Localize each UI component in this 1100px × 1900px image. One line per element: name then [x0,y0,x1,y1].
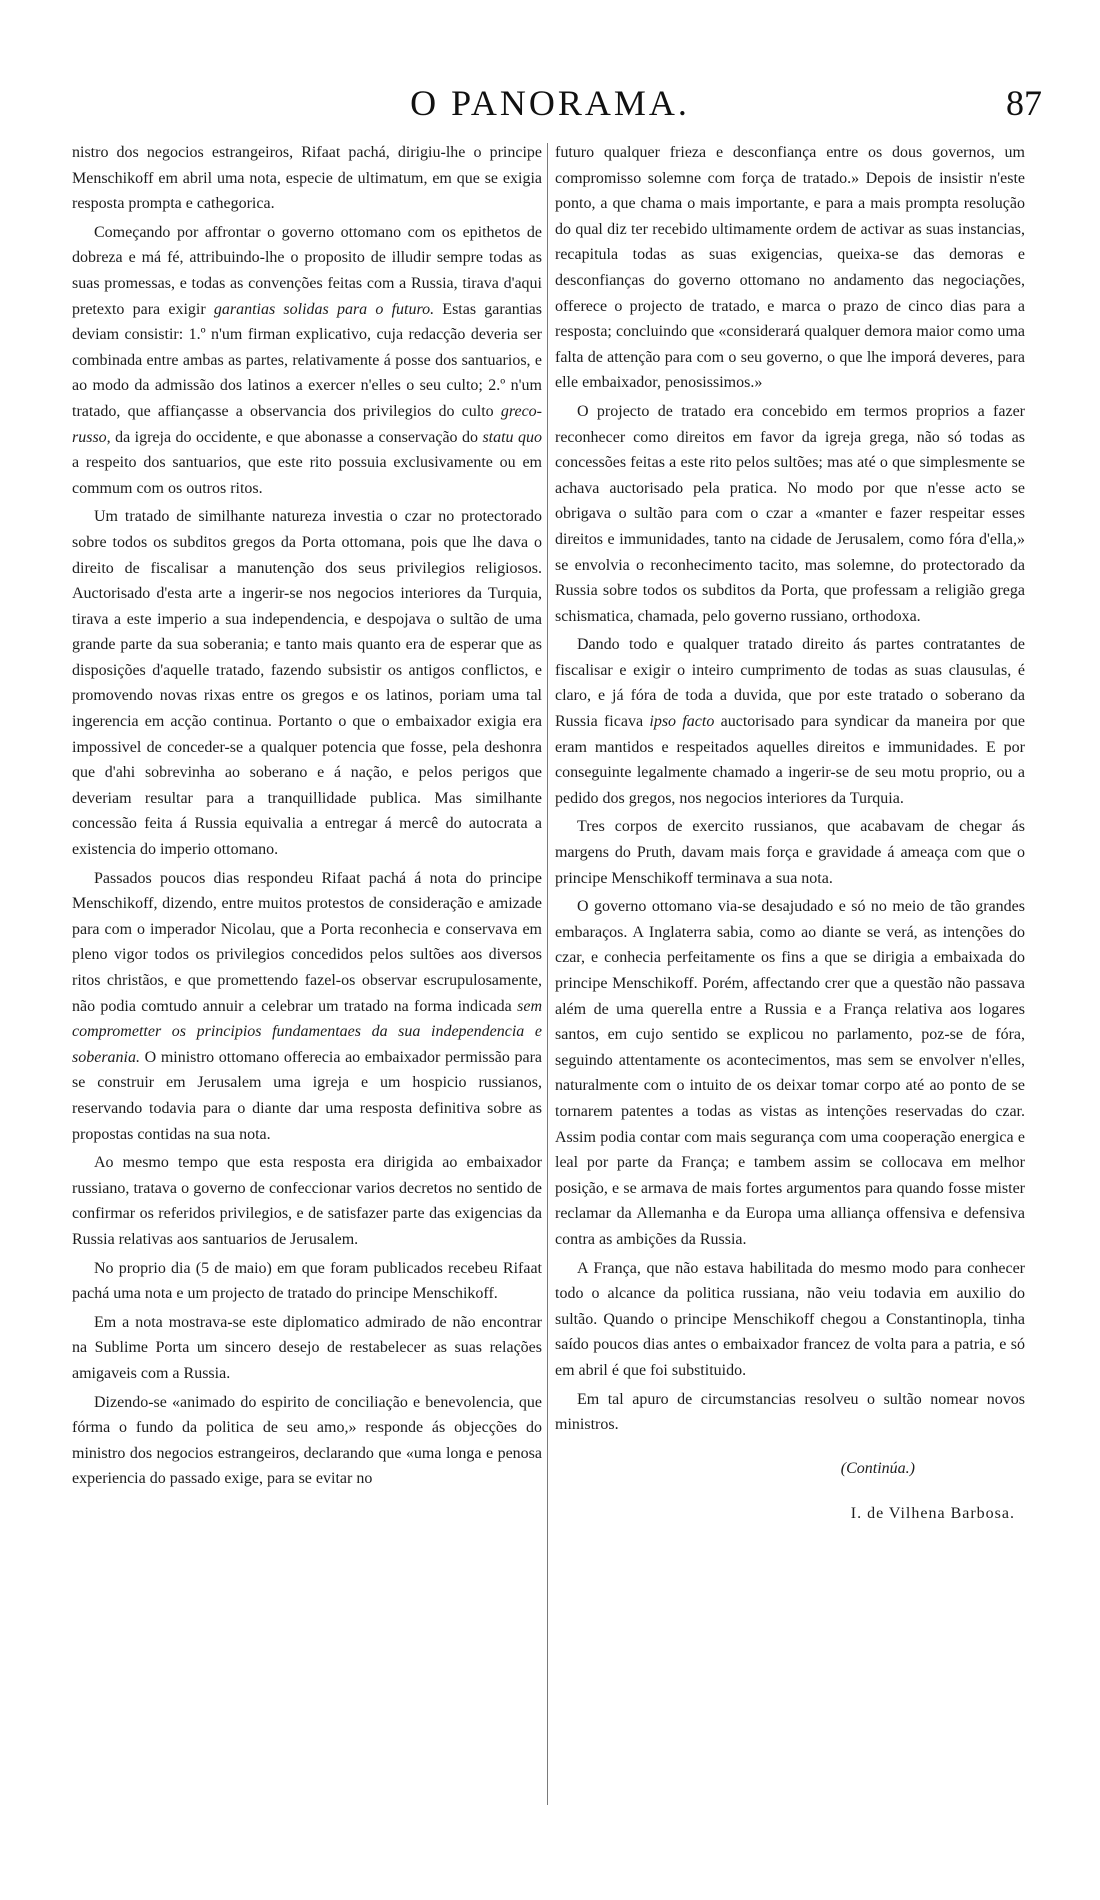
right-column [555,140,1025,1527]
paragraph: Um tratado de similhante natureza investia o czar no protectorado sobre todos os subditos gregos da Porta ottomana, pois que lhe dava o direito de fiscalisar a manutenção dos seus privilegios religiosos. Auctorisado d'esta arte a ingerir-se nos negocios interiores da Turquia, tirava a este imperio a sua independencia, e despojava o sultão de uma grande parte da sua soberania; e tanto mais quanto era de esperar que as disposições d'aquelle tratado, fazendo subsistir os antigos conflictos, e promovendo novas rixas entre os gregos e os latinos, poriam uma tal ingerencia em acção continua. Portanto o que o embaixador exigia era impossivel de conceder-se a qualquer potencia que fosse, pela deshonra que d'ahi sobrevinha ao soberano e á nação, e pelos perigos que deveriam resultar para a tranquillidade publica. Mas similhante concessão feita á Russia equivalia a entregar á mercê do autocrata a existencia do imperio ottomano. [72,508,542,859]
text-run: da igreja do occidente, e que abonasse a conservação do [115,428,478,446]
italic-phrase: greco-russo, [72,402,542,446]
continued-note: (Continúa.) [840,1459,915,1477]
paragraph: Em a nota mostrava-se este diplomatico admirado de não encontrar na Sublime Porta um sincero desejo de restabelecer as suas relações amigaveis com a Russia. [72,1313,542,1382]
paragraph: Dizendo-se «animado do espirito de conciliação e benevolencia, que fórma o fundo da politica de seu amo,» responde ás objecções do ministro dos negocios estrangeiros, declarando que «uma longa e penosa experiencia do passado exige, para se evitar no [72,1393,542,1488]
paragraph: No proprio dia (5 de maio) em que foram publicados recebeu Rifaat pachá uma nota e um projecto de tratado do principe Menschikoff. [72,1259,542,1303]
italic-phrase: ipso facto [649,713,715,731]
left-column [72,140,542,1495]
author-signature: I. de Vilhena Barbosa. [850,1505,1015,1523]
journal-title: O PANORAMA. [410,83,690,123]
paragraph: Tres corpos de exercito russianos, que acabavam de chegar ás margens do Pruth, davam mais força e gravidade á ameaça com que o principe Menschikoff terminava a sua nota. [555,818,1025,887]
paragraph: futuro qualquer frieza e desconfiança entre os dous governos, um compromisso solemne com força de tratado.» Depois de insistir n'este ponto, a que chama o mais importante, e para a mais prompta resolução do qual diz ter recebido ultimamente ordem de activar as suas instancias, recapitula todas as suas exigencias, queixa-se das demoras e desconfianças do governo ottomano no andamento das negociações, offerece o projecto de tratado, e marca o prazo de cinco dias para a resposta; concluindo que «considerará qualquer demora maior como uma falta de attenção para com o seu governo, o que lhe imporá deveres, para elle embaixador, penosissimos.» [555,144,1025,392]
text-run: Passados poucos dias respondeu Rifaat pachá á nota do principe Menschikoff, dizendo, entre muitos protestos de consideração e amizade para com o imperador Nicolau, que a Porta reconhecia e conservava em pleno vigor todos os privilegios concedidos pelos sultões aos diversos ritos christãos, e que promettendo fazel-os observar escrupulosamente, não podia comtudo annuir a celebrar um tratado na forma indicada [72,869,542,1015]
page-header [0,82,1100,130]
italic-phrase: statu quo [482,428,542,446]
paragraph: Em tal apuro de circumstancias resolveu o sultão nomear novos ministros. [555,1390,1025,1434]
text-run: a respeito dos santuarios, que este rito possuia exclusivamente ou em commum com os outros ritos. [72,454,542,497]
text-run: Começando por affrontar o governo ottomano com os epithetos de dobreza e má fé, attribuindo-lhe o proposito de illudir sempre todas as suas promessas, e todas as convenções feitas com a Russia, tirava d'aqui pretexto para exigir [72,223,542,318]
text-run: auctorisado para syndicar da maneira por que eram mantidos e respeitados aquelles direitos e immunidades. E por conseguinte legalmente chamado a ingerir-se de seu motu proprio, ou a pedido dos gregos, nos negocios interiores da Turquia. [555,713,1026,807]
paragraph [72,220,542,502]
page-number: 87 [1006,83,1042,123]
paragraph: Ao mesmo tempo que esta resposta era dirigida ao embaixador russiano, tratava o governo de confeccionar varios decretos no sentido de confirmar os referidos privilegios, e de satisfazer parte das exigencias da Russia relativas aos santuarios de Jerusalem. [72,1154,542,1248]
italic-phrase: garantias solidas para o futuro. [213,300,435,318]
text-run: Estas garantias deviam consistir: 1.º n'um firman explicativo, cuja redacção deveria ser combinada entre ambas as partes, relativamente á posse dos santuarios, e ao modo da admissão dos latinos a exercer n'elles o seu culto; 2.º n'um tratado, que affiançasse a observancia dos privilegios do culto [72,300,543,420]
paragraph: A França, que não estava habilitada do mesmo modo para conhecer todo o alcance da politica russiana, não veiu todavia em auxilio do sultão. Quando o principe Menschikoff chegou a Constantinopla, tinha saído poucos dias antes o embaixador francez de volta para a patria, e só em abril é que foi substituido. [555,1259,1025,1379]
paragraph [555,632,1025,811]
paragraph: O governo ottomano via-se desajudado e só no meio de tão grandes embaraços. A Inglaterra sabia, como ao diante se verá, as intenções do czar, e conhecia perfeitamente os fins a que se dirigia a embaixada do principe Menschikoff. Porém, affectando crer que a questão não passava além de uma querella entre a Russia e a França relativa aos logares santos, em cujo sentido se explicou no parlamento, poz-se de fóra, seguindo attentamente os acontecimentos, mas sem se envolver n'elles, naturalmente com o intuito de os deixar tomar corpo até ao ponto de se tornarem patentes a todas as vistas as intenções reservadas do czar. Assim podia contar com mais segurança com uma cooperação energica e leal por parte da França; e tambem assim se collocava em melhor posição, e se armava de mais fortes argumentos para quando fosse mister reclamar da Allemanha e da Europa uma alliança offensiva e defensiva contra as ambições da Russia. [555,898,1025,1248]
paragraph [72,866,542,1148]
text-run: Dando todo e qualquer tratado direito ás partes contratantes de fiscalisar e exigir o inteiro cumprimento de todas as suas clausulas, é claro, e já fóra de toda a duvida, que por este tratado o soberano da Russia ficava [555,636,1025,731]
paragraph: O projecto de tratado era concebido em termos proprios a fazer reconhecer como direitos em favor da igreja grega, não só todas as concessões feitas a este rito pelos sultões; mas até o que simplesmente se achava auctorisado pela pratica. No modo por que n'esse acto se obrigava o sultão para com o czar a «manter e fazer respeitar esses direitos e immunidades, tanto na cidade de Jerusalem, como fóra d'ella,» se envolvia o reconhecimento tacito, mas solemne, do protectorado da Russia sobre todos os subditos da Porta, que professam a religião grega schismatica, chamada, pelo governo russiano, orthodoxa. [555,402,1025,625]
column-divider [547,143,548,1805]
italic-phrase: sem comprometter os principios fundamentaes da sua independencia e soberania. [72,997,542,1066]
paragraph: nistro dos negocios estrangeiros, Rifaat pachá, dirigiu-lhe o principe Menschikoff em abril uma nota, especie de ultimatum, em que se exigia resposta prompta e cathegorica. [72,144,542,213]
text-run: O ministro ottomano offerecia ao embaixador permissão para se construir em Jerusalem uma igreja e um hospicio russianos, reservando todavia para o diante dar uma resposta definitiva sobre as propostas contidas na sua nota. [72,1048,543,1143]
